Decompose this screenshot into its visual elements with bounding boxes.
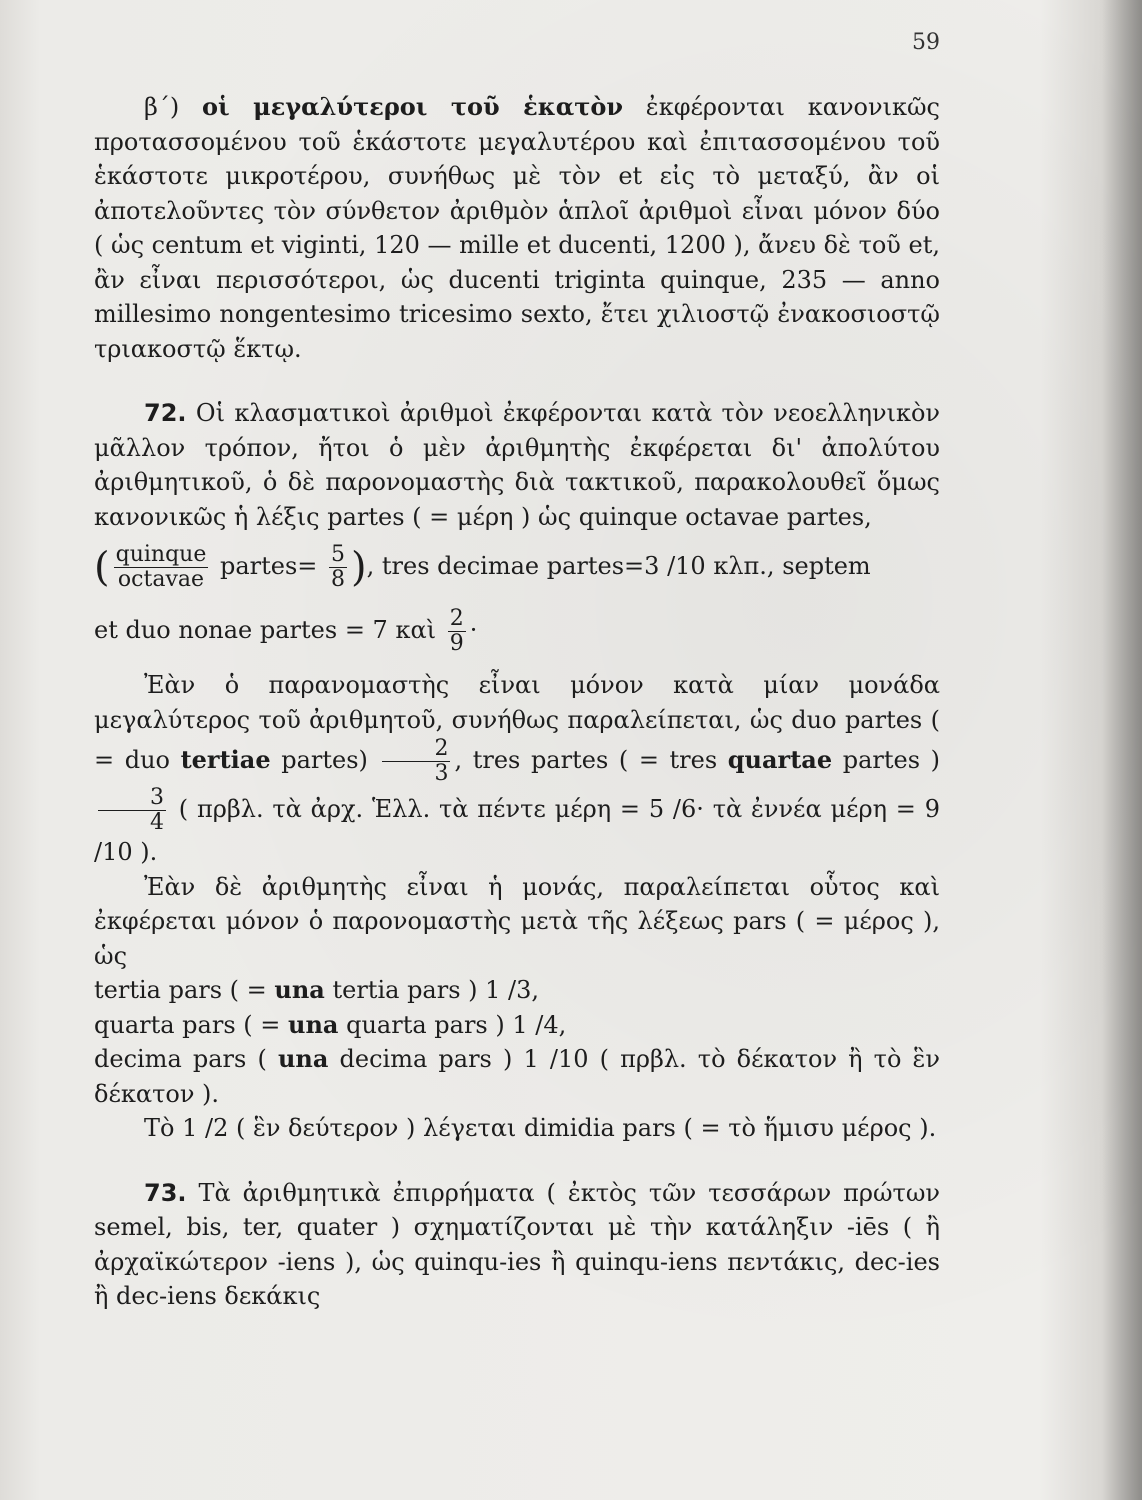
example-2-c: quarta pars ) 1 /4,: [338, 1010, 567, 1039]
fraction-2-9-numerator: 2: [449, 606, 464, 631]
fraction-5-8-denominator: 8: [331, 567, 346, 592]
example-2-a: quarta pars ( =: [94, 1010, 289, 1039]
example-1-a: tertia pars ( =: [94, 976, 275, 1004]
fraction-2-3: [382, 737, 450, 786]
beta-prefix: β΄): [144, 93, 203, 121]
page-number: 59: [912, 30, 940, 55]
fraction-5-8-numerator: 5: [331, 542, 346, 567]
section-73: [94, 1176, 940, 1314]
fraction-3-4-numerator: 3: [98, 786, 166, 811]
spacer: [94, 366, 940, 396]
fraction-words: [114, 543, 209, 592]
open-paren: (: [94, 544, 110, 591]
section-72-body: Οἱ κλασματικοὶ ἀριθμοὶ ἐκφέρονται κατὰ τὸν νεοελληνικὸν μᾶλλον τρόπον, ἤτοι ὁ μὲν ἀριθμητὴς ἐκφέρεται δι' ἀπολύτου ἀριθμητικοῦ, ὁ δὲ παρονομαστὴς διὰ τακτικοῦ, παρακολουθεῖ ὅμως κανονικῶς ἡ λέξις partes ( = μέρη ) ὡς quinque octavae partes,: [94, 399, 940, 531]
fraction-5-8: [329, 543, 347, 592]
line2-text: et duo nonae partes = 7 καὶ: [94, 616, 444, 644]
line2-end: ·: [469, 616, 478, 644]
fraction-3-4-denominator: 4: [150, 810, 164, 835]
example-3: [94, 1042, 940, 1111]
fraction-mid-text: partes=: [212, 552, 326, 580]
section-73-number: 73.: [144, 1178, 187, 1207]
ean1-text-2: partes): [270, 746, 379, 774]
example-3-una: una: [277, 1044, 329, 1073]
section-72-number: 72.: [144, 399, 187, 427]
ean1-text-1: Ἐὰν ὁ παρανομαστὴς εἶναι μόνον κατὰ μίαν μονάδα μεγαλύτερος τοῦ ἀριθμητοῦ, συνήθως παραλείπεται, ὡς duo partes ( = duo: [94, 671, 940, 774]
example-3-c: decima pars ) 1 /10 ( πρβλ. τὸ δέκατον ἢ τὸ ἓν δέκατον ).: [94, 1045, 941, 1108]
ean1-text-5: ( πρβλ. τὰ ἀρχ. Ἑλλ. τὰ πέντε μέρη = 5 /6· τὰ ἐννέα μέρη = 9 /10 ).: [94, 795, 940, 866]
section-72-line-2: [94, 598, 940, 662]
fraction-3-4: [98, 786, 166, 835]
section-73-body: Τὰ ἀριθμητικὰ ἐπιρρήματα ( ἐκτὸς τῶν τεσσάρων πρώτων semel, bis, ter, quater ) σχηματίζονται μὲ τὴν κατάληξιν -iēs ( ἢ ἀρχαϊκώτερον -iens ), ὡς quinqu-ies ἢ quinqu-iens πεντάκις, dec-ies ἢ dec-iens δεκάκις: [94, 1178, 940, 1310]
paragraph-half: Τὸ 1 /2 ( ἓν δεύτερον ) λέγεται dimidia pars ( = τὸ ἥμισυ μέρος ).: [144, 1114, 937, 1142]
fraction-words-numerator: quinque: [115, 542, 207, 567]
paragraph-ean-2: Ἐὰν δὲ ἀριθμητὴς εἶναι ἡ μονάς, παραλείπεται οὗτος καὶ ἐκφέρεται μόνον ὁ παρονομαστὴς μετὰ τῆς λέξεως pars ( = μέρος ), ὡς: [94, 872, 940, 970]
example-1: [94, 973, 940, 1008]
fraction-2-3-numerator: 2: [382, 737, 450, 762]
ean1-bold-tertiae: tertiae: [180, 745, 271, 774]
fraction-after-text: , tres decimae partes=3 /10 κλπ., septem: [366, 552, 871, 580]
ean1-text-4: partes ): [832, 746, 940, 774]
spacer: [94, 1146, 940, 1176]
section-72: [94, 396, 940, 534]
example-2-una: una: [288, 1009, 339, 1039]
example-2: [94, 1008, 940, 1043]
body-text: [94, 90, 940, 1314]
example-3-a: decima pars (: [94, 1045, 278, 1073]
fraction-words-denominator: octavae: [117, 567, 205, 592]
close-paren: ): [351, 544, 367, 591]
ean1-text-3: , tres partes ( = tres: [454, 746, 728, 774]
fraction-2-9-denominator: 9: [449, 631, 464, 656]
binding-shadow: [1102, 0, 1142, 1500]
paragraph-beta: [94, 90, 940, 366]
section-72-fraction-line: [94, 534, 940, 598]
fraction-2-9: [448, 607, 466, 656]
paragraph-ean-1: [94, 668, 940, 870]
example-1-c: tertia pars ) 1 /3,: [324, 976, 540, 1004]
ean1-bold-quartae: quartae: [727, 745, 833, 774]
fraction-2-3-denominator: 3: [434, 761, 449, 786]
beta-body: ἐκφέρονται κανονικῶς προτασσομένου τοῦ ἑκάστοτε μεγαλυτέρου καὶ ἐπιτασσομένου τοῦ ἑκάστοτε μικροτέρου, συνήθως μὲ τὸν et εἰς τὸ μεταξύ, ἂν οἱ ἀποτελοῦντες τὸν σύνθετον ἀριθμὸν ἁπλοῖ ἀριθμοὶ εἶναι μόνον δύο ( ὡς centum et viginti, 120 — mille et ducenti, 1200 ), ἄνευ δὲ τοῦ et, ἂν εἶναι περισσότεροι, ὡς ducenti triginta quinque, 235 — anno millesimo nongentesimo tricesimo sexto, ἔτει χιλιοστῷ ἐνακοσιοστῷ τριακοστῷ ἕκτῳ.: [94, 93, 940, 363]
beta-bold-phrase: οἱ μεγαλύτεροι τοῦ ἑκατὸν: [202, 92, 624, 121]
example-1-una: una: [274, 975, 325, 1004]
